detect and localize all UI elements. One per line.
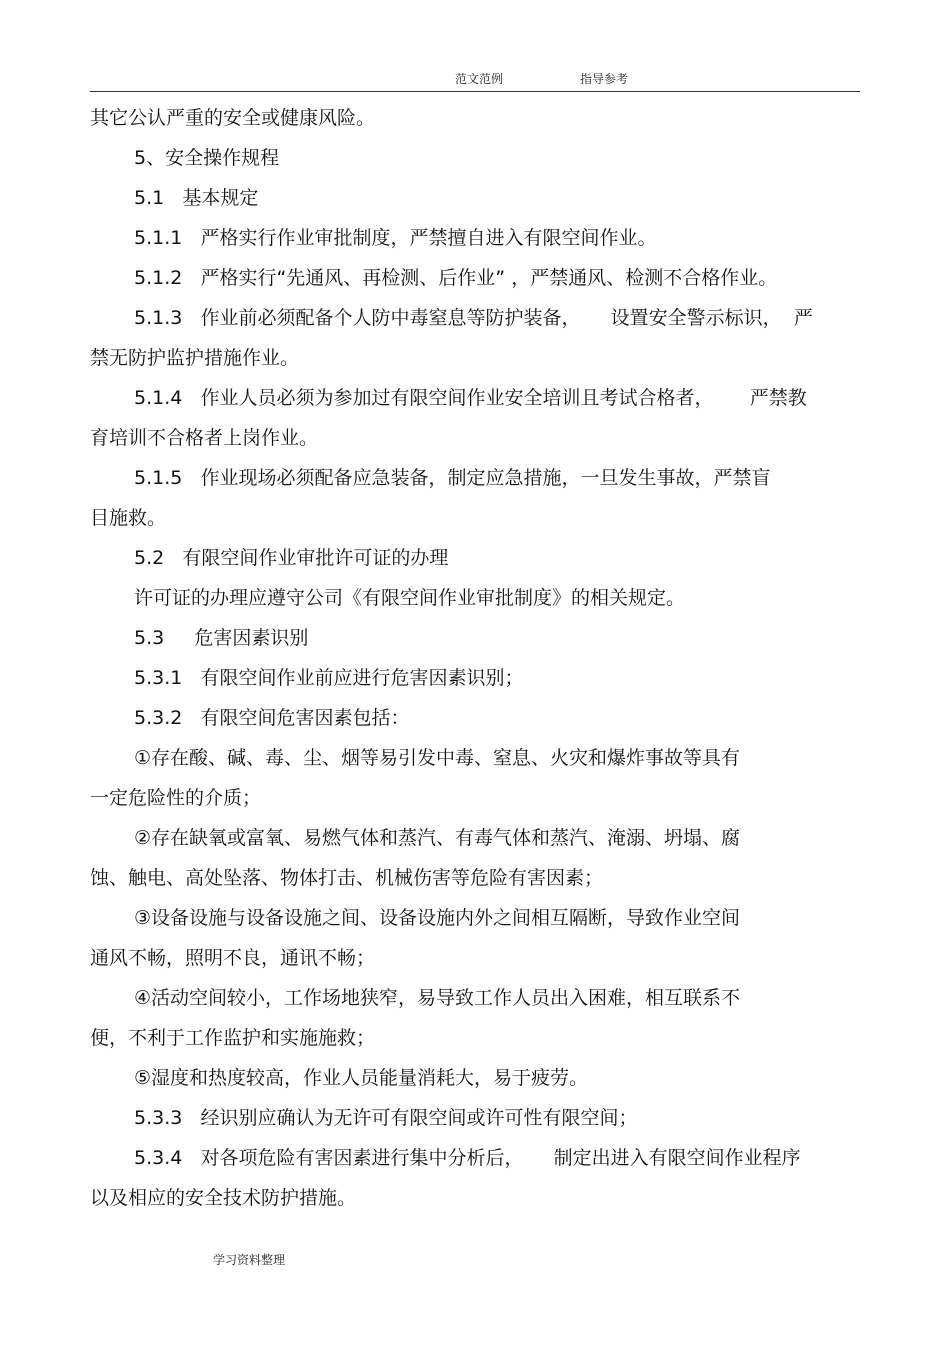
- list-item: ⑤湿度和热度较高，作业人员能量消耗大，易于疲劳。: [134, 1067, 589, 1089]
- list-item: ④活动空间较小，工作场地狭窄，易导致工作人员出入困难，相互联系不: [134, 987, 741, 1009]
- text-line: 其它公认严重的安全或健康风险。: [90, 107, 376, 129]
- subsection-heading: 5.2 有限空间作业审批许可证的办理: [134, 547, 449, 569]
- list-item-continued: 一定危险性的介质；: [90, 787, 262, 809]
- list-item: ②存在缺氧或富氧、易燃气体和蒸汽、有毒气体和蒸汽、淹溺、坍塌、腐: [134, 827, 741, 849]
- clause-text-continued: 以及相应的安全技术防护措施。: [90, 1187, 357, 1209]
- subsection-heading: 5.1 基本规定: [134, 187, 259, 209]
- clause-text: 5.3.2 有限空间危害因素包括：: [134, 707, 410, 729]
- list-item: ①存在酸、碱、毒、尘、烟等易引发中毒、窒息、火灾和爆炸事故等具有: [134, 747, 741, 769]
- clause-text: 5.1.1 严格实行作业审批制度，严禁擅自进入有限空间作业。: [134, 227, 657, 249]
- clause-text-continued: 育培训不合格者上岗作业。: [90, 427, 319, 449]
- clause-text: 5.1.4 作业人员必须为参加过有限空间作业安全培训且考试合格者， 严禁教: [134, 387, 807, 409]
- clause-text: 5.1.3 作业前必须配备个人防中毒窒息等防护装备， 设置安全警示标识， 严: [134, 307, 813, 329]
- list-item-continued: 通风不畅，照明不良，通讯不畅；: [90, 947, 376, 969]
- clause-text-continued: 目施救。: [90, 507, 167, 529]
- header-divider: [90, 91, 860, 92]
- clause-text: 5.1.2 严格实行“先通风、再检测、后作业” ，严禁通风、检测不合格作业。: [134, 267, 778, 289]
- header-left-text: 范文范例: [455, 72, 504, 86]
- list-item-continued: 蚀、触电、高处坠落、物体打击、机械伤害等危险有害因素；: [90, 867, 604, 889]
- header-right-text: 指导参考: [580, 72, 629, 86]
- clause-text: 5.1.5 作业现场必须配备应急装备，制定应急措施，一旦发生事故，严禁盲: [134, 467, 771, 489]
- clause-text: 5.3.1 有限空间作业前应进行危害因素识别；: [134, 667, 524, 689]
- clause-text: 5.3.4 对各项危险有害因素进行集中分析后， 制定出进入有限空间作业程序: [134, 1147, 801, 1169]
- clause-text-continued: 禁无防护监护措施作业。: [90, 347, 300, 369]
- section-heading: 5、安全操作规程: [134, 147, 280, 169]
- clause-text: 许可证的办理应遵守公司《有限空间作业审批制度》的相关规定。: [134, 587, 686, 609]
- list-item-continued: 便，不利于工作监护和实施施救；: [90, 1027, 376, 1049]
- clause-text: 5.3.3 经识别应确认为无许可有限空间或许可性有限空间；: [134, 1107, 638, 1129]
- subsection-heading: 5.3 危害因素识别: [134, 627, 309, 649]
- page-footer: 学习资料整理: [213, 1253, 286, 1267]
- list-item: ③设备设施与设备设施之间、设备设施内外之间相互隔断，导致作业空间: [134, 907, 741, 929]
